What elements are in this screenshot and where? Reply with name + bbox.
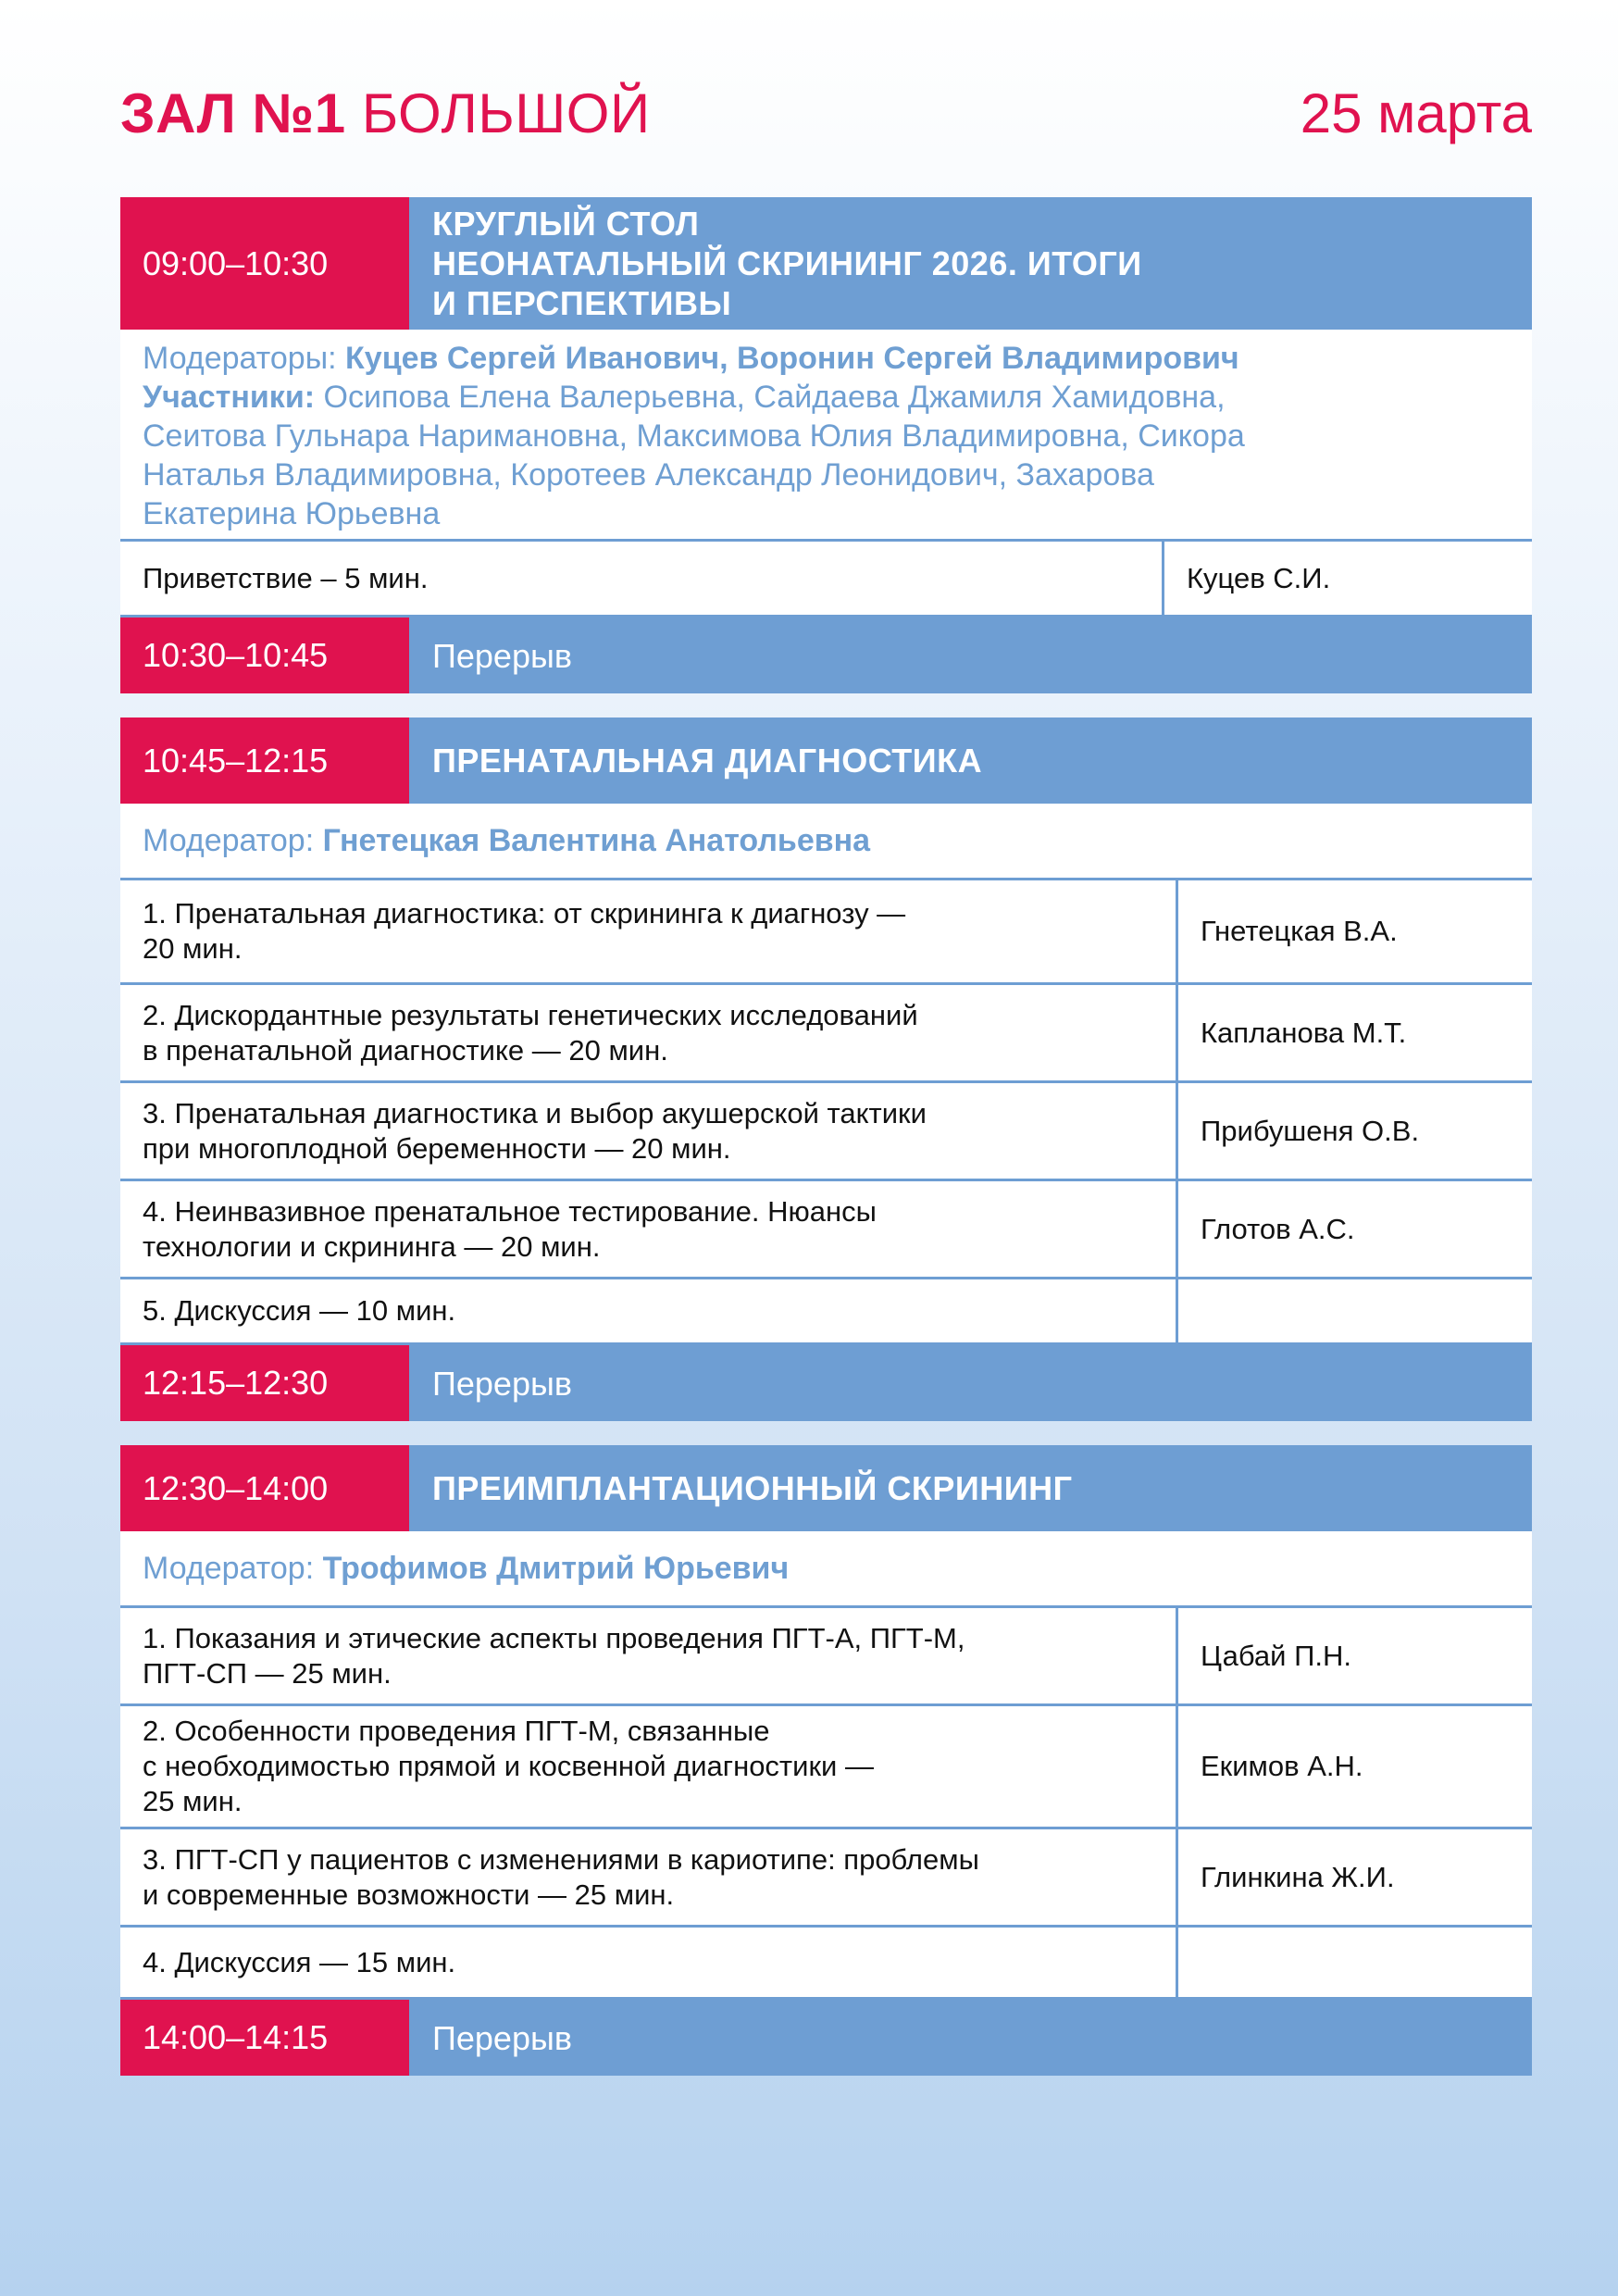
item-topic-line: Приветствие – 5 мин. xyxy=(143,561,429,594)
program-item xyxy=(120,1928,1532,2000)
break-label: Перерыв xyxy=(409,1345,1532,1421)
break-3 xyxy=(120,2000,1532,2076)
moderator-line xyxy=(143,1549,789,1588)
session-title: ПРЕИМПЛАНТАЦИОННЫЙ СКРИНИНГ xyxy=(409,1445,1532,1531)
break-1 xyxy=(120,618,1532,693)
item-speaker: Гнетецкая В.А. xyxy=(1201,915,1398,947)
item-speaker xyxy=(1178,1279,1532,1342)
moderator-block xyxy=(120,1531,1532,1608)
item-topic-line: технологии и скрининга — 20 мин. xyxy=(143,1229,601,1263)
item-topic xyxy=(120,1083,1178,1179)
program-item xyxy=(120,1829,1532,1928)
break-time: 12:15–12:30 xyxy=(120,1345,409,1421)
item-speaker: Капланова М.Т. xyxy=(1201,1016,1407,1049)
item-topic xyxy=(120,542,1164,615)
participants-line: Екатерина Юрьевна xyxy=(143,496,441,531)
item-topic-line: с необходимостью прямой и косвенной диагностики — xyxy=(143,1750,874,1782)
item-topic-line: 2. Дискордантные результаты генетических исследований xyxy=(143,998,918,1031)
session-title-line: И ПЕРСПЕКТИВЫ xyxy=(432,284,732,322)
participants-names: Осипова Елена Валерьевна, Сайдаева Джамиля Хамидовна, xyxy=(323,380,1226,415)
item-topic xyxy=(120,1608,1178,1703)
hall-title xyxy=(120,81,651,145)
moderator-label: Модератор: xyxy=(143,823,315,858)
item-speaker: Прибушеня О.В. xyxy=(1201,1114,1420,1147)
break-label: Перерыв xyxy=(409,618,1532,693)
item-topic-line: в пренатальной диагностике — 20 мин. xyxy=(143,1033,668,1067)
program-item xyxy=(120,1608,1532,1706)
item-topic-line: и современные возможности — 25 мин. xyxy=(143,1878,675,1911)
participants-line: Сеитова Гульнара Наримановна, Максимова Юлия Владимировна, Сикора xyxy=(143,418,1245,454)
item-speaker: Глотов А.С. xyxy=(1201,1212,1355,1245)
break-label: Перерыв xyxy=(409,2000,1532,2076)
session-1-header xyxy=(120,197,1532,330)
item-topic-line: 1. Показания и этические аспекты проведения ПГТ-А, ПГТ-М, xyxy=(143,1621,965,1654)
session-time: 10:45–12:15 xyxy=(120,718,409,804)
item-topic-line: 20 мин. xyxy=(143,932,243,965)
item-topic xyxy=(120,1928,1178,1997)
break-time: 10:30–10:45 xyxy=(120,618,409,693)
item-topic xyxy=(120,880,1178,982)
item-topic-line: 2. Особенности проведения ПГТ-М, связанные xyxy=(143,1715,770,1747)
session-time: 12:30–14:00 xyxy=(120,1445,409,1531)
item-topic xyxy=(120,1706,1178,1827)
moderators-label: Модераторы: xyxy=(143,341,337,376)
participants-line xyxy=(143,378,1510,417)
program-item xyxy=(120,1279,1532,1345)
program-item xyxy=(120,880,1532,985)
hall-number: ЗАЛ №1 xyxy=(120,82,346,144)
session-title: ПРЕНАТАЛЬНАЯ ДИАГНОСТИКА xyxy=(409,718,1532,804)
item-topic-line: 4. Дискуссия — 15 мин. xyxy=(143,1945,456,1978)
session-title-line: НЕОНАТАЛЬНЫЙ СКРИНИНГ 2026. ИТОГИ xyxy=(432,244,1142,282)
item-speaker: Глинкина Ж.И. xyxy=(1201,1860,1395,1893)
program-item xyxy=(120,1181,1532,1279)
item-speaker: Цабай П.Н. xyxy=(1201,1639,1351,1672)
item-speaker: Екимов А.Н. xyxy=(1201,1750,1363,1782)
break-2 xyxy=(120,1345,1532,1421)
session-title xyxy=(409,197,1532,330)
moderator-line xyxy=(143,821,870,860)
moderator-label: Модератор: xyxy=(143,1551,315,1586)
participants-label: Участники: xyxy=(143,380,316,415)
item-topic xyxy=(120,985,1178,1080)
session-3-header xyxy=(120,1445,1532,1531)
break-time: 14:00–14:15 xyxy=(120,2000,409,2076)
program-item xyxy=(120,1706,1532,1829)
item-topic-line: 5. Дискуссия — 10 мин. xyxy=(143,1294,456,1327)
moderator-block xyxy=(120,804,1532,880)
hall-name: БОЛЬШОЙ xyxy=(361,82,651,144)
moderators-block xyxy=(120,330,1532,542)
moderator-name: Гнетецкая Валентина Анатольевна xyxy=(322,823,871,858)
item-speaker xyxy=(1178,1928,1532,1997)
item-topic xyxy=(120,1181,1178,1277)
item-topic-line: 3. ПГТ-СП у пациентов с изменениями в кариотипе: проблемы xyxy=(143,1842,979,1876)
event-date: 25 марта xyxy=(1300,82,1532,144)
item-topic-line: при многоплодной беременности — 20 мин. xyxy=(143,1131,731,1165)
section-gap xyxy=(120,1421,1532,1445)
participants-line: Наталья Владимировна, Коротеев Александр Леонидович, Захарова xyxy=(143,457,1154,493)
moderator-name: Трофимов Дмитрий Юрьевич xyxy=(322,1551,790,1586)
item-topic xyxy=(120,1279,1178,1342)
item-topic-line: 1. Пренатальная диагностика: от скрининга к диагнозу — xyxy=(143,897,906,930)
session-time: 09:00–10:30 xyxy=(120,197,409,330)
program-item xyxy=(120,985,1532,1083)
moderators-line xyxy=(143,339,1510,378)
item-topic xyxy=(120,1829,1178,1925)
program-item xyxy=(120,542,1532,618)
session-2-header xyxy=(120,718,1532,804)
section-gap xyxy=(120,693,1532,718)
session-title-line: КРУГЛЫЙ СТОЛ xyxy=(432,205,700,243)
item-topic-line: 4. Неинвазивное пренатальное тестирование. Нюансы xyxy=(143,1194,877,1228)
program-item xyxy=(120,1083,1532,1181)
schedule xyxy=(120,197,1532,2076)
item-topic-line: 3. Пренатальная диагностика и выбор акушерской тактики xyxy=(143,1096,927,1129)
item-topic-line: 25 мин. xyxy=(143,1785,243,1817)
item-topic-line: ПГТ-СП — 25 мин. xyxy=(143,1656,392,1690)
page-header xyxy=(120,81,1532,156)
moderators-names: Куцев Сергей Иванович, Воронин Сергей Владимирович xyxy=(345,341,1239,376)
item-speaker: Куцев С.И. xyxy=(1187,561,1331,594)
